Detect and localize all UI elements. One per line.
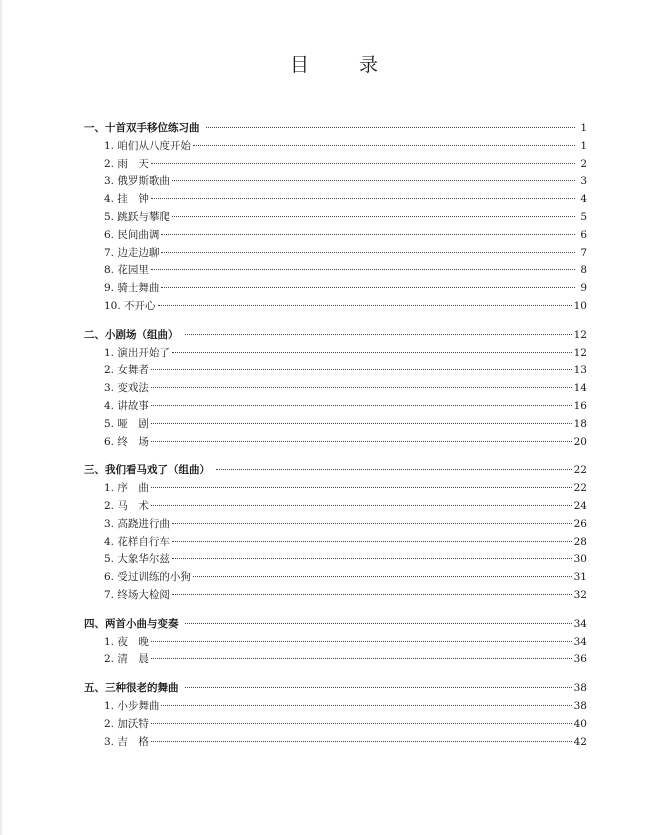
toc-entry-label: 8. 花园里 xyxy=(104,264,149,277)
table-of-contents xyxy=(84,120,587,762)
dot-leader xyxy=(206,127,576,128)
dot-leader xyxy=(151,505,572,506)
toc-entry-label: 10. 不开心 xyxy=(104,299,156,312)
dot-leader xyxy=(172,352,572,353)
page-number: 22 xyxy=(573,482,587,495)
page-number: 26 xyxy=(573,517,587,530)
toc-entry xyxy=(84,398,587,416)
toc-entry-label: 6. 民间曲调 xyxy=(104,228,160,241)
section-heading-label: 四、两首小曲与变奏 xyxy=(84,617,179,630)
page-number: 34 xyxy=(573,617,587,630)
toc-entry-label: 1. 咱们从八度开始 xyxy=(104,139,191,152)
dot-leader xyxy=(151,405,572,406)
toc-section xyxy=(84,327,587,452)
toc-entry xyxy=(84,209,587,227)
toc-entry xyxy=(84,138,587,156)
toc-entry-label: 2. 加沃特 xyxy=(104,717,149,730)
section-heading xyxy=(84,327,587,345)
toc-entry-label: 7. 边走边聊 xyxy=(104,246,160,259)
toc-entry-label: 6. 受过训练的小狗 xyxy=(104,571,191,584)
toc-entry xyxy=(84,534,587,552)
toc-entry-label: 3. 吉 格 xyxy=(104,735,149,748)
page-number: 31 xyxy=(573,571,587,584)
toc-entry xyxy=(84,480,587,498)
page-number: 40 xyxy=(573,717,587,730)
toc-entry xyxy=(84,298,587,316)
toc-entry xyxy=(84,651,587,669)
toc-entry xyxy=(84,156,587,174)
toc-entry xyxy=(84,634,587,652)
toc-entry xyxy=(84,716,587,734)
page-number: 20 xyxy=(573,435,587,448)
dot-leader xyxy=(151,269,575,270)
page-number: 1 xyxy=(580,122,587,134)
toc-section xyxy=(84,680,587,751)
page-number: 12 xyxy=(573,328,587,341)
dot-leader xyxy=(185,334,572,335)
page-number: 13 xyxy=(573,364,587,377)
dot-leader xyxy=(161,252,575,253)
toc-entry xyxy=(84,380,587,398)
dot-leader xyxy=(161,705,571,706)
toc-entry-label: 9. 骑士舞曲 xyxy=(104,282,160,295)
page-number: 3 xyxy=(580,175,587,188)
toc-entry xyxy=(84,345,587,363)
page-number: 7 xyxy=(580,246,587,259)
toc-entry xyxy=(84,516,587,534)
toc-entry-label: 5. 哑 剧 xyxy=(104,417,149,430)
dot-leader xyxy=(185,687,572,688)
page-number: 30 xyxy=(573,553,587,566)
toc-section xyxy=(84,120,587,316)
toc-entry xyxy=(84,280,587,298)
toc-entry xyxy=(84,698,587,716)
page-number: 18 xyxy=(573,417,587,430)
toc-entry-label: 2. 女舞者 xyxy=(104,364,149,377)
toc-entry xyxy=(84,245,587,263)
page-number: 4 xyxy=(580,193,587,206)
dot-leader xyxy=(158,305,572,306)
toc-entry xyxy=(84,551,587,569)
toc-entry-label: 2. 马 术 xyxy=(104,499,149,512)
toc-entry-label: 5. 大象华尔兹 xyxy=(104,553,170,566)
section-heading-label: 三、我们看马戏了（组曲） xyxy=(84,464,210,477)
page-edge-shadow xyxy=(0,0,3,835)
page-number: 22 xyxy=(573,464,587,477)
page-number: 14 xyxy=(573,382,587,395)
dot-leader xyxy=(151,723,572,724)
toc-entry-label: 2. 清 晨 xyxy=(104,653,149,666)
dot-leader xyxy=(172,541,572,542)
dot-leader xyxy=(151,658,572,659)
dot-leader xyxy=(151,387,572,388)
page-number: 12 xyxy=(573,346,587,359)
dot-leader xyxy=(172,523,572,524)
page-number: 36 xyxy=(573,653,587,666)
page-number: 10 xyxy=(573,299,587,312)
toc-entry xyxy=(84,362,587,380)
dot-leader xyxy=(151,487,572,488)
page-number: 6 xyxy=(580,228,587,241)
toc-entry xyxy=(84,227,587,245)
dot-leader xyxy=(151,423,572,424)
toc-entry xyxy=(84,434,587,452)
toc-entry-label: 6. 终 场 xyxy=(104,435,149,448)
dot-leader xyxy=(172,594,572,595)
dot-leader xyxy=(161,234,575,235)
section-heading-label: 二、小剧场（组曲） xyxy=(84,328,179,341)
toc-entry-label: 1. 夜 晚 xyxy=(104,635,149,648)
page-title: 目 录 xyxy=(289,54,401,76)
page-number: 38 xyxy=(573,682,587,695)
section-heading xyxy=(84,616,587,634)
toc-entry xyxy=(84,173,587,191)
section-heading-label: 五、三种很老的舞曲 xyxy=(84,682,179,695)
dot-leader xyxy=(193,145,575,146)
section-heading xyxy=(84,680,587,698)
page-number: 28 xyxy=(573,535,587,548)
toc-entry xyxy=(84,569,587,587)
toc-entry-label: 1. 演出开始了 xyxy=(104,346,170,359)
toc-section xyxy=(84,462,587,604)
toc-entry xyxy=(84,734,587,752)
dot-leader xyxy=(172,558,572,559)
page-number: 8 xyxy=(580,264,587,277)
section-heading xyxy=(84,120,587,138)
toc-entry-label: 4. 挂 钟 xyxy=(104,193,149,206)
toc-entry xyxy=(84,191,587,209)
dot-leader xyxy=(172,180,575,181)
toc-entry-label: 1. 小步舞曲 xyxy=(104,699,160,712)
dot-leader xyxy=(151,641,572,642)
toc-entry-label: 3. 变戏法 xyxy=(104,382,149,395)
page-number: 2 xyxy=(580,157,587,170)
section-heading xyxy=(84,462,587,480)
toc-entry xyxy=(84,262,587,280)
toc-entry-label: 4. 花样自行车 xyxy=(104,535,170,548)
dot-leader xyxy=(161,287,575,288)
toc-section xyxy=(84,616,587,669)
page-number: 1 xyxy=(580,139,587,152)
page-number: 32 xyxy=(573,588,587,601)
toc-entry-label: 3. 俄罗斯歌曲 xyxy=(104,175,170,188)
toc-entry-label: 4. 讲故事 xyxy=(104,399,149,412)
toc-entry-label: 2. 雨 天 xyxy=(104,157,149,170)
page-number: 9 xyxy=(580,282,587,295)
dot-leader xyxy=(151,198,575,199)
page-number: 42 xyxy=(573,735,587,748)
dot-leader xyxy=(216,469,572,470)
dot-leader xyxy=(193,576,572,577)
section-heading-label: 一、十首双手移位练习曲 xyxy=(84,122,200,134)
toc-entry-label: 1. 序 曲 xyxy=(104,482,149,495)
dot-leader xyxy=(151,163,575,164)
toc-entry xyxy=(84,587,587,605)
page-number: 16 xyxy=(573,399,587,412)
dot-leader xyxy=(151,441,572,442)
page-number: 5 xyxy=(580,210,587,223)
page-number: 24 xyxy=(573,499,587,512)
dot-leader xyxy=(151,369,572,370)
toc-entry-label: 7. 终场大检阅 xyxy=(104,588,170,601)
dot-leader xyxy=(172,216,575,217)
toc-entry-label: 5. 跳跃与攀爬 xyxy=(104,210,170,223)
dot-leader xyxy=(151,741,572,742)
toc-entry xyxy=(84,498,587,516)
dot-leader xyxy=(185,623,572,624)
page-number: 38 xyxy=(573,699,587,712)
page-number: 34 xyxy=(573,635,587,648)
toc-entry-label: 3. 高跷进行曲 xyxy=(104,517,170,530)
toc-entry xyxy=(84,416,587,434)
